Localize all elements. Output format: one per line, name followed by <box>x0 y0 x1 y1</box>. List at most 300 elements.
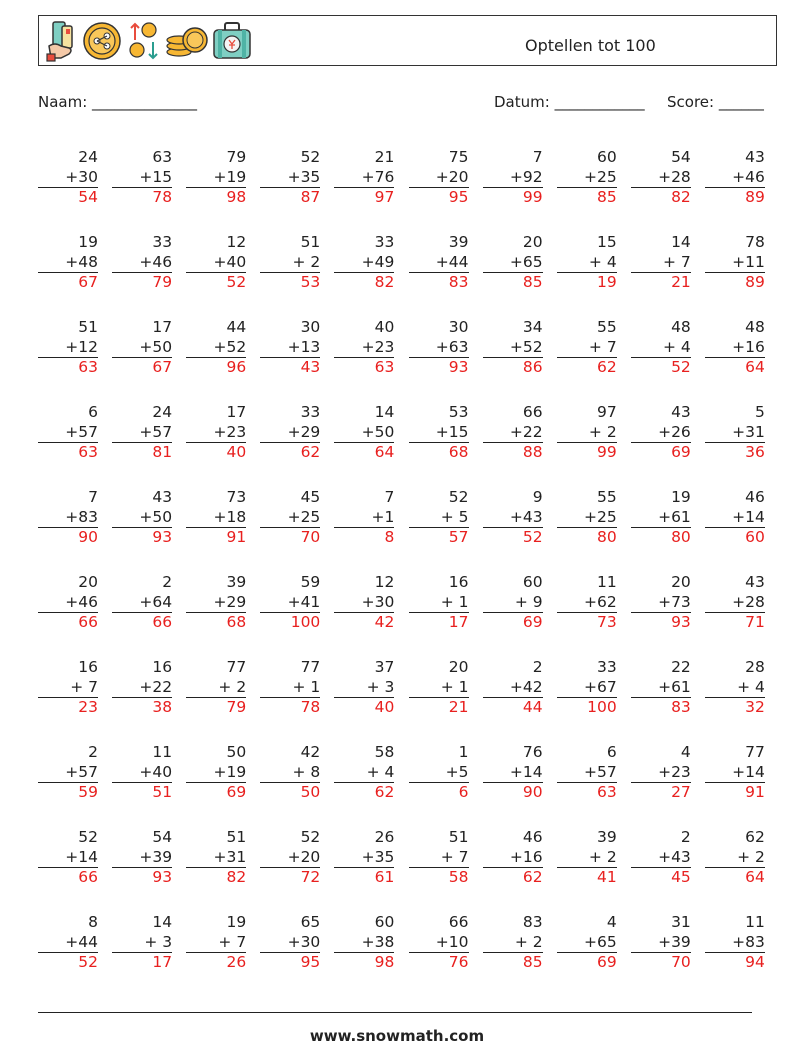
problem <box>186 403 246 463</box>
addend-bottom: + 7 <box>557 338 617 359</box>
answer: 19 <box>596 273 617 291</box>
problem <box>260 828 320 888</box>
name-field: Naam: ______________ <box>38 93 198 111</box>
problem <box>409 828 469 888</box>
addend-top: 46 <box>522 828 543 846</box>
addend-bottom: + 3 <box>112 933 172 954</box>
addend-bottom: + 7 <box>186 933 246 954</box>
problem <box>409 233 469 293</box>
addend-top: 14 <box>374 403 395 421</box>
problem <box>186 658 246 718</box>
answer: 53 <box>300 273 321 291</box>
problem <box>631 913 691 973</box>
problem <box>334 913 394 973</box>
addend-top: 4 <box>606 913 617 931</box>
problem <box>631 573 691 633</box>
addend-top: 77 <box>226 658 247 676</box>
answer: 69 <box>596 953 617 971</box>
addend-bottom: +46 <box>112 253 172 274</box>
addend-top: 51 <box>300 233 321 251</box>
addend-bottom: +61 <box>631 508 691 529</box>
addend-bottom: +20 <box>409 168 469 189</box>
addend-bottom: +40 <box>112 763 172 784</box>
problem <box>186 913 246 973</box>
addend-top: 28 <box>745 658 765 676</box>
answer: 66 <box>78 868 98 886</box>
date-field: Datum: ____________ <box>494 93 645 111</box>
addend-top: 20 <box>671 573 691 591</box>
problem <box>631 148 691 208</box>
addend-top: 37 <box>374 658 395 676</box>
answer: 78 <box>300 698 321 716</box>
answer: 58 <box>448 868 469 886</box>
addend-bottom: +31 <box>186 848 246 869</box>
problem <box>112 148 172 208</box>
addend-top: 31 <box>671 913 691 931</box>
answer: 76 <box>448 953 469 971</box>
answer: 94 <box>745 953 765 971</box>
addend-top: 33 <box>152 233 173 251</box>
addend-bottom: +28 <box>705 593 765 614</box>
addend-bottom: +57 <box>38 763 98 784</box>
answer: 40 <box>226 443 247 461</box>
problem <box>631 658 691 718</box>
problem <box>260 318 320 378</box>
problem <box>260 148 320 208</box>
problem <box>557 488 617 548</box>
addend-bottom: +15 <box>409 423 469 444</box>
problem <box>631 743 691 803</box>
addend-bottom: +43 <box>631 848 691 869</box>
header-icons <box>45 20 253 62</box>
problem <box>409 148 469 208</box>
problem <box>112 828 172 888</box>
problem <box>705 913 765 973</box>
addend-top: 46 <box>745 488 765 506</box>
addend-top: 11 <box>596 573 617 591</box>
addend-top: 30 <box>300 318 321 336</box>
addend-bottom: +23 <box>186 423 246 444</box>
addend-top: 2 <box>162 573 173 591</box>
addend-bottom: +46 <box>38 593 98 614</box>
problem <box>409 743 469 803</box>
addend-bottom: +5 <box>409 763 469 784</box>
addend-top: 16 <box>152 658 173 676</box>
addend-top: 24 <box>78 148 98 166</box>
addend-bottom: +29 <box>186 593 246 614</box>
answer: 41 <box>596 868 617 886</box>
problem <box>38 658 98 718</box>
addend-top: 17 <box>152 318 173 336</box>
problem <box>112 658 172 718</box>
addend-top: 11 <box>152 743 173 761</box>
addend-bottom: +25 <box>260 508 320 529</box>
addend-bottom: +1 <box>334 508 394 529</box>
answer: 36 <box>745 443 765 461</box>
addend-top: 33 <box>374 233 395 251</box>
addend-bottom: +20 <box>260 848 320 869</box>
addend-bottom: +76 <box>334 168 394 189</box>
addend-bottom: +25 <box>557 168 617 189</box>
answer: 63 <box>596 783 617 801</box>
answer: 93 <box>152 868 173 886</box>
addend-bottom: +65 <box>483 253 543 274</box>
answer: 52 <box>522 528 543 546</box>
addend-top: 16 <box>448 573 469 591</box>
answer: 95 <box>300 953 321 971</box>
problem <box>631 403 691 463</box>
problem <box>38 318 98 378</box>
addend-top: 1 <box>458 743 469 761</box>
problem <box>186 233 246 293</box>
addend-top: 54 <box>152 828 173 846</box>
answer: 44 <box>522 698 543 716</box>
problem <box>260 233 320 293</box>
problem <box>705 828 765 888</box>
answer: 79 <box>152 273 173 291</box>
money-bag-icon <box>211 20 253 62</box>
addend-bottom: +35 <box>334 848 394 869</box>
answer: 82 <box>226 868 247 886</box>
answer: 42 <box>374 613 395 631</box>
problem <box>334 403 394 463</box>
addend-top: 2 <box>680 828 691 846</box>
addend-top: 55 <box>596 318 617 336</box>
addend-top: 97 <box>596 403 617 421</box>
addend-top: 52 <box>448 488 469 506</box>
addend-bottom: +46 <box>705 168 765 189</box>
addend-bottom: +19 <box>186 168 246 189</box>
answer: 93 <box>448 358 469 376</box>
answer: 52 <box>78 953 98 971</box>
addend-bottom: +18 <box>186 508 246 529</box>
card-in-hand-icon <box>45 20 79 62</box>
addend-top: 52 <box>300 828 321 846</box>
addend-top: 7 <box>88 488 98 506</box>
answer: 89 <box>745 273 765 291</box>
problem <box>631 828 691 888</box>
problem <box>705 318 765 378</box>
addend-top: 7 <box>384 488 395 506</box>
problem <box>483 148 543 208</box>
addend-bottom: +83 <box>705 933 765 954</box>
addend-top: 60 <box>374 913 395 931</box>
addend-bottom: +26 <box>631 423 691 444</box>
addend-bottom: +16 <box>705 338 765 359</box>
problem <box>705 658 765 718</box>
addend-bottom: +44 <box>38 933 98 954</box>
addend-bottom: + 4 <box>705 678 765 699</box>
answer: 68 <box>226 613 247 631</box>
addend-bottom: +64 <box>112 593 172 614</box>
addend-bottom: +23 <box>631 763 691 784</box>
addend-bottom: +63 <box>409 338 469 359</box>
answer: 50 <box>300 783 321 801</box>
problem <box>409 913 469 973</box>
addend-top: 79 <box>226 148 247 166</box>
answer: 61 <box>374 868 395 886</box>
addend-top: 58 <box>374 743 395 761</box>
problem <box>334 743 394 803</box>
problem <box>557 658 617 718</box>
answer: 51 <box>152 783 173 801</box>
addend-bottom: +19 <box>186 763 246 784</box>
addend-top: 65 <box>300 913 321 931</box>
addend-bottom: + 2 <box>260 253 320 274</box>
answer: 98 <box>374 953 395 971</box>
addend-top: 44 <box>226 318 247 336</box>
addend-bottom: +13 <box>260 338 320 359</box>
answer: 93 <box>671 613 691 631</box>
addend-bottom: + 4 <box>557 253 617 274</box>
problem <box>409 658 469 718</box>
problem <box>334 148 394 208</box>
problem <box>260 573 320 633</box>
problem <box>705 233 765 293</box>
addend-bottom: +25 <box>557 508 617 529</box>
answer: 82 <box>671 188 691 206</box>
answer: 68 <box>448 443 469 461</box>
addend-top: 51 <box>78 318 98 336</box>
addend-bottom: + 5 <box>409 508 469 529</box>
problem <box>112 403 172 463</box>
addend-bottom: +52 <box>186 338 246 359</box>
answer: 86 <box>522 358 543 376</box>
problem <box>38 488 98 548</box>
score-field: Score: ______ <box>667 93 764 111</box>
problem <box>557 233 617 293</box>
answer: 99 <box>522 188 543 206</box>
addend-bottom: +62 <box>557 593 617 614</box>
answer: 87 <box>300 188 321 206</box>
header-box <box>38 15 777 66</box>
answer: 45 <box>671 868 691 886</box>
answer: 97 <box>374 188 395 206</box>
answer: 71 <box>745 613 765 631</box>
addend-bottom: + 3 <box>334 678 394 699</box>
problem <box>557 318 617 378</box>
addend-bottom: +43 <box>483 508 543 529</box>
addend-bottom: +14 <box>705 508 765 529</box>
answer: 72 <box>300 868 321 886</box>
addend-bottom: +10 <box>409 933 469 954</box>
answer: 69 <box>226 783 247 801</box>
addend-bottom: +29 <box>260 423 320 444</box>
addend-bottom: +12 <box>38 338 98 359</box>
answer: 43 <box>300 358 321 376</box>
addend-bottom: +22 <box>483 423 543 444</box>
answer: 100 <box>587 698 617 716</box>
addend-bottom: +50 <box>334 423 394 444</box>
answer: 90 <box>78 528 98 546</box>
problem <box>631 318 691 378</box>
problem <box>112 743 172 803</box>
answer: 17 <box>448 613 469 631</box>
problem <box>334 658 394 718</box>
problem <box>112 233 172 293</box>
problem <box>334 573 394 633</box>
addend-top: 19 <box>226 913 247 931</box>
answer: 85 <box>596 188 617 206</box>
addend-top: 59 <box>300 573 321 591</box>
problem <box>186 488 246 548</box>
addend-bottom: +57 <box>112 423 172 444</box>
problem <box>409 403 469 463</box>
addend-bottom: +30 <box>334 593 394 614</box>
addend-top: 66 <box>522 403 543 421</box>
addend-bottom: +73 <box>631 593 691 614</box>
addend-top: 39 <box>596 828 617 846</box>
answer: 69 <box>522 613 543 631</box>
addend-top: 50 <box>226 743 247 761</box>
addend-bottom: +16 <box>483 848 543 869</box>
addend-top: 26 <box>374 828 395 846</box>
answer: 59 <box>78 783 98 801</box>
problem <box>38 233 98 293</box>
problem <box>483 318 543 378</box>
addend-bottom: + 4 <box>631 338 691 359</box>
addend-top: 33 <box>596 658 617 676</box>
problem <box>483 403 543 463</box>
addend-top: 76 <box>522 743 543 761</box>
addend-bottom: +52 <box>483 338 543 359</box>
answer: 81 <box>152 443 173 461</box>
problem <box>186 148 246 208</box>
addend-top: 16 <box>78 658 98 676</box>
answer: 67 <box>78 273 98 291</box>
addend-top: 45 <box>300 488 321 506</box>
answer: 70 <box>671 953 691 971</box>
addend-top: 6 <box>606 743 617 761</box>
problem <box>186 318 246 378</box>
addend-top: 6 <box>88 403 98 421</box>
addend-bottom: + 9 <box>483 593 543 614</box>
addend-bottom: +61 <box>631 678 691 699</box>
problem <box>557 573 617 633</box>
addend-top: 7 <box>532 148 543 166</box>
addend-top: 39 <box>226 573 247 591</box>
addend-bottom: + 7 <box>631 253 691 274</box>
addend-bottom: +57 <box>557 763 617 784</box>
addend-top: 17 <box>226 403 247 421</box>
problem <box>705 743 765 803</box>
addend-bottom: + 2 <box>557 423 617 444</box>
addend-bottom: + 2 <box>483 933 543 954</box>
problem <box>38 743 98 803</box>
answer: 64 <box>745 358 765 376</box>
answer: 27 <box>671 783 691 801</box>
addend-top: 43 <box>152 488 173 506</box>
problem <box>334 233 394 293</box>
addend-top: 30 <box>448 318 469 336</box>
answer: 69 <box>671 443 691 461</box>
problem <box>260 658 320 718</box>
answer: 83 <box>671 698 691 716</box>
problem <box>631 233 691 293</box>
answer: 91 <box>745 783 765 801</box>
addend-bottom: + 2 <box>557 848 617 869</box>
addend-bottom: +22 <box>112 678 172 699</box>
problem <box>38 148 98 208</box>
addend-bottom: + 1 <box>409 678 469 699</box>
problem <box>483 658 543 718</box>
addend-bottom: + 2 <box>705 848 765 869</box>
addend-top: 19 <box>78 233 98 251</box>
answer: 62 <box>596 358 617 376</box>
problem <box>260 913 320 973</box>
problem <box>112 573 172 633</box>
addend-top: 24 <box>152 403 173 421</box>
addend-top: 77 <box>745 743 765 761</box>
addend-top: 77 <box>300 658 321 676</box>
addend-top: 48 <box>671 318 691 336</box>
answer: 80 <box>596 528 617 546</box>
answer: 100 <box>290 613 321 631</box>
problem <box>38 828 98 888</box>
answer: 63 <box>78 358 98 376</box>
answer: 73 <box>596 613 617 631</box>
addend-top: 39 <box>448 233 469 251</box>
addend-bottom: +28 <box>631 168 691 189</box>
addend-bottom: +23 <box>334 338 394 359</box>
answer: 23 <box>78 698 98 716</box>
answer: 78 <box>152 188 173 206</box>
addend-bottom: +11 <box>705 253 765 274</box>
addend-bottom: +35 <box>260 168 320 189</box>
addend-top: 83 <box>522 913 543 931</box>
addend-top: 20 <box>522 233 543 251</box>
addend-top: 14 <box>152 913 173 931</box>
addend-top: 12 <box>226 233 247 251</box>
addend-bottom: +44 <box>409 253 469 274</box>
addend-bottom: + 4 <box>334 763 394 784</box>
addend-bottom: +41 <box>260 593 320 614</box>
problem <box>186 828 246 888</box>
addend-top: 9 <box>532 488 543 506</box>
addend-top: 43 <box>671 403 691 421</box>
addend-top: 43 <box>745 573 765 591</box>
addend-bottom: +30 <box>260 933 320 954</box>
answer: 38 <box>152 698 173 716</box>
answer: 64 <box>374 443 395 461</box>
problem <box>557 743 617 803</box>
answer: 17 <box>152 953 173 971</box>
addend-bottom: +15 <box>112 168 172 189</box>
answer: 95 <box>448 188 469 206</box>
problem <box>483 743 543 803</box>
problem <box>483 488 543 548</box>
footer-url: www.snowmath.com <box>309 1027 485 1045</box>
page-title: Optellen tot 100 <box>525 36 656 55</box>
answer: 70 <box>300 528 321 546</box>
addend-top: 11 <box>745 913 765 931</box>
addend-top: 34 <box>522 318 543 336</box>
problem <box>260 488 320 548</box>
answer: 79 <box>226 698 247 716</box>
problem <box>38 913 98 973</box>
answer: 54 <box>78 188 98 206</box>
problem <box>260 743 320 803</box>
addend-top: 15 <box>596 233 617 251</box>
answer: 57 <box>448 528 469 546</box>
addend-bottom: +92 <box>483 168 543 189</box>
addend-bottom: +14 <box>483 763 543 784</box>
addend-bottom: +67 <box>557 678 617 699</box>
addend-top: 2 <box>532 658 543 676</box>
problem <box>334 488 394 548</box>
problem <box>557 828 617 888</box>
addend-bottom: + 8 <box>260 763 320 784</box>
